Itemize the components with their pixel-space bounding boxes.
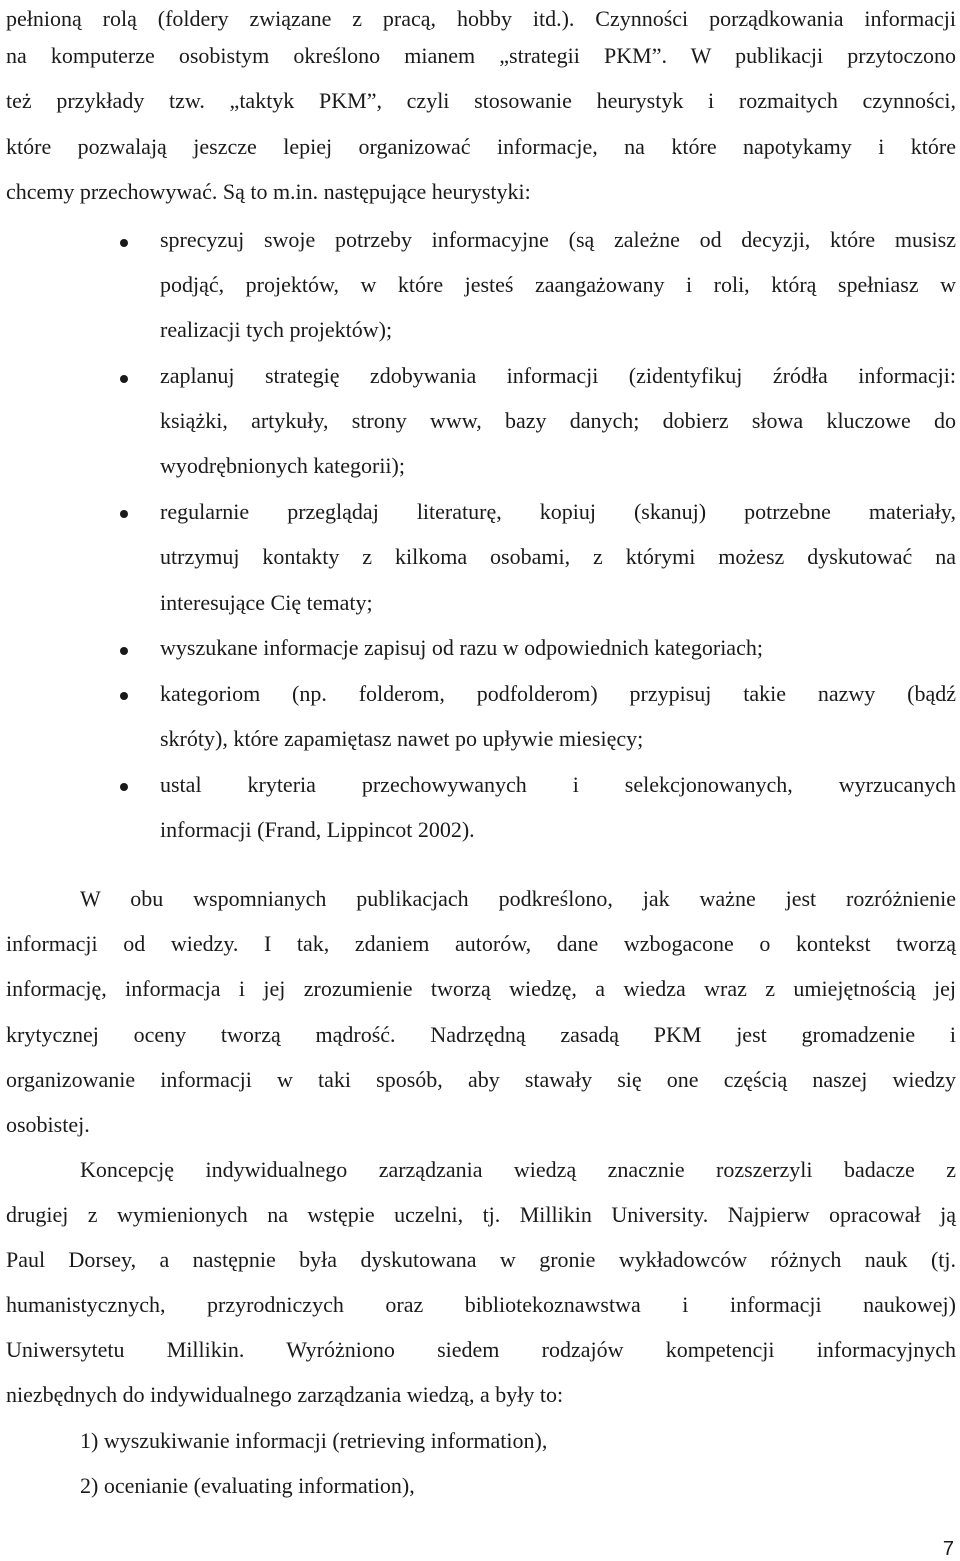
list-item-line: utrzymuj kontakty z kilkoma osobami, z którymi możesz dyskutować na — [160, 544, 956, 569]
list-item-line: informacji (Frand, Lippincot 2002). — [160, 817, 475, 842]
page-number: 7 — [942, 1538, 954, 1560]
list-item-line: regularnie przeglądaj literaturę, kopiuj (skanuj) potrzebne materiały, — [160, 499, 956, 524]
bullet-icon — [120, 510, 128, 518]
text-line: drugiej z wymienionych na wstępie uczelni, tj. Millikin University. Najpierw opracował ją — [6, 1202, 956, 1227]
numbered-item: 1) wyszukiwanie informacji (retrieving information), — [80, 1428, 548, 1453]
text-line: humanistycznych, przyrodniczych oraz bibliotekoznawstwa i informacji naukowej) — [6, 1292, 956, 1317]
text-line: organizowanie informacji w taki sposób, aby stawały się one częścią naszej wiedzy — [6, 1067, 956, 1092]
list-item-line: zaplanuj strategię zdobywania informacji (zidentyfikuj źródła informacji: — [160, 363, 956, 388]
list-item-line: realizacji tych projektów); — [160, 317, 393, 342]
list-item-line: ustal kryteria przechowywanych i selekcjonowanych, wyrzucanych — [160, 772, 956, 797]
text-line: na komputerze osobistym określono mianem „strategii PKM”. W publikacji przytoczono — [6, 43, 956, 68]
text-line: Koncepcję indywidualnego zarządzania wiedzą znacznie rozszerzyli badacze z — [80, 1157, 956, 1182]
bullet-icon — [120, 239, 128, 247]
text-line: krytycznej oceny tworzą mądrość. Nadrzędną zasadą PKM jest gromadzenie i — [6, 1022, 956, 1047]
text-line: chcemy przechowywać. Są to m.in. następujące heurystyki: — [6, 179, 531, 204]
text-line: W obu wspomnianych publikacjach podkreślono, jak ważne jest rozróżnienie — [80, 886, 956, 911]
text-line: Uniwersytetu Millikin. Wyróżniono siedem rodzajów kompetencji informacyjnych — [6, 1337, 956, 1362]
list-item-line: skróty), które zapamiętasz nawet po upływie miesięcy; — [160, 726, 644, 751]
bullet-icon — [120, 647, 128, 655]
numbered-item: 2) ocenianie (evaluating information), — [80, 1473, 415, 1498]
list-item-line: książki, artykuły, strony www, bazy danych; dobierz słowa kluczowe do — [160, 408, 956, 433]
list-item-line: kategoriom (np. folderom, podfolderom) przypisuj takie nazwy (bądź — [160, 681, 956, 706]
text-line: informacji od wiedzy. I tak, zdaniem autorów, dane wzbogacone o kontekst tworzą — [6, 931, 956, 956]
list-item-line: sprecyzuj swoje potrzeby informacyjne (są zależne od decyzji, które musisz — [160, 227, 956, 252]
text-line: które pozwalają jeszcze lepiej organizować informacje, na które napotykamy i które — [6, 134, 956, 159]
bullet-icon — [120, 692, 128, 700]
bullet-icon — [120, 375, 128, 383]
list-item-line: wyszukane informacje zapisuj od razu w odpowiednich kategoriach; — [160, 635, 763, 660]
list-item-line: wyodrębnionych kategorii); — [160, 453, 405, 478]
text-line: pełnioną rolą (foldery związane z pracą, hobby itd.). Czynności porządkowania informacji — [6, 6, 956, 31]
bullet-icon — [120, 783, 128, 791]
text-line: informację, informacja i jej zrozumienie tworzą wiedzę, a wiedza wraz z umiejętnością jej — [6, 976, 956, 1001]
text-line: Paul Dorsey, a następnie była dyskutowana w gronie wykładowców różnych nauk (tj. — [6, 1247, 956, 1272]
text-line: niezbędnych do indywidualnego zarządzania wiedzą, a były to: — [6, 1382, 564, 1407]
list-item-line: interesujące Cię tematy; — [160, 590, 373, 615]
list-item-line: podjąć, projektów, w które jesteś zaangażowany i roli, którą spełniasz w — [160, 272, 956, 297]
text-line: też przykłady tzw. „taktyk PKM”, czyli stosowanie heurystyk i rozmaitych czynności, — [6, 88, 956, 113]
text-line: osobistej. — [6, 1112, 90, 1137]
